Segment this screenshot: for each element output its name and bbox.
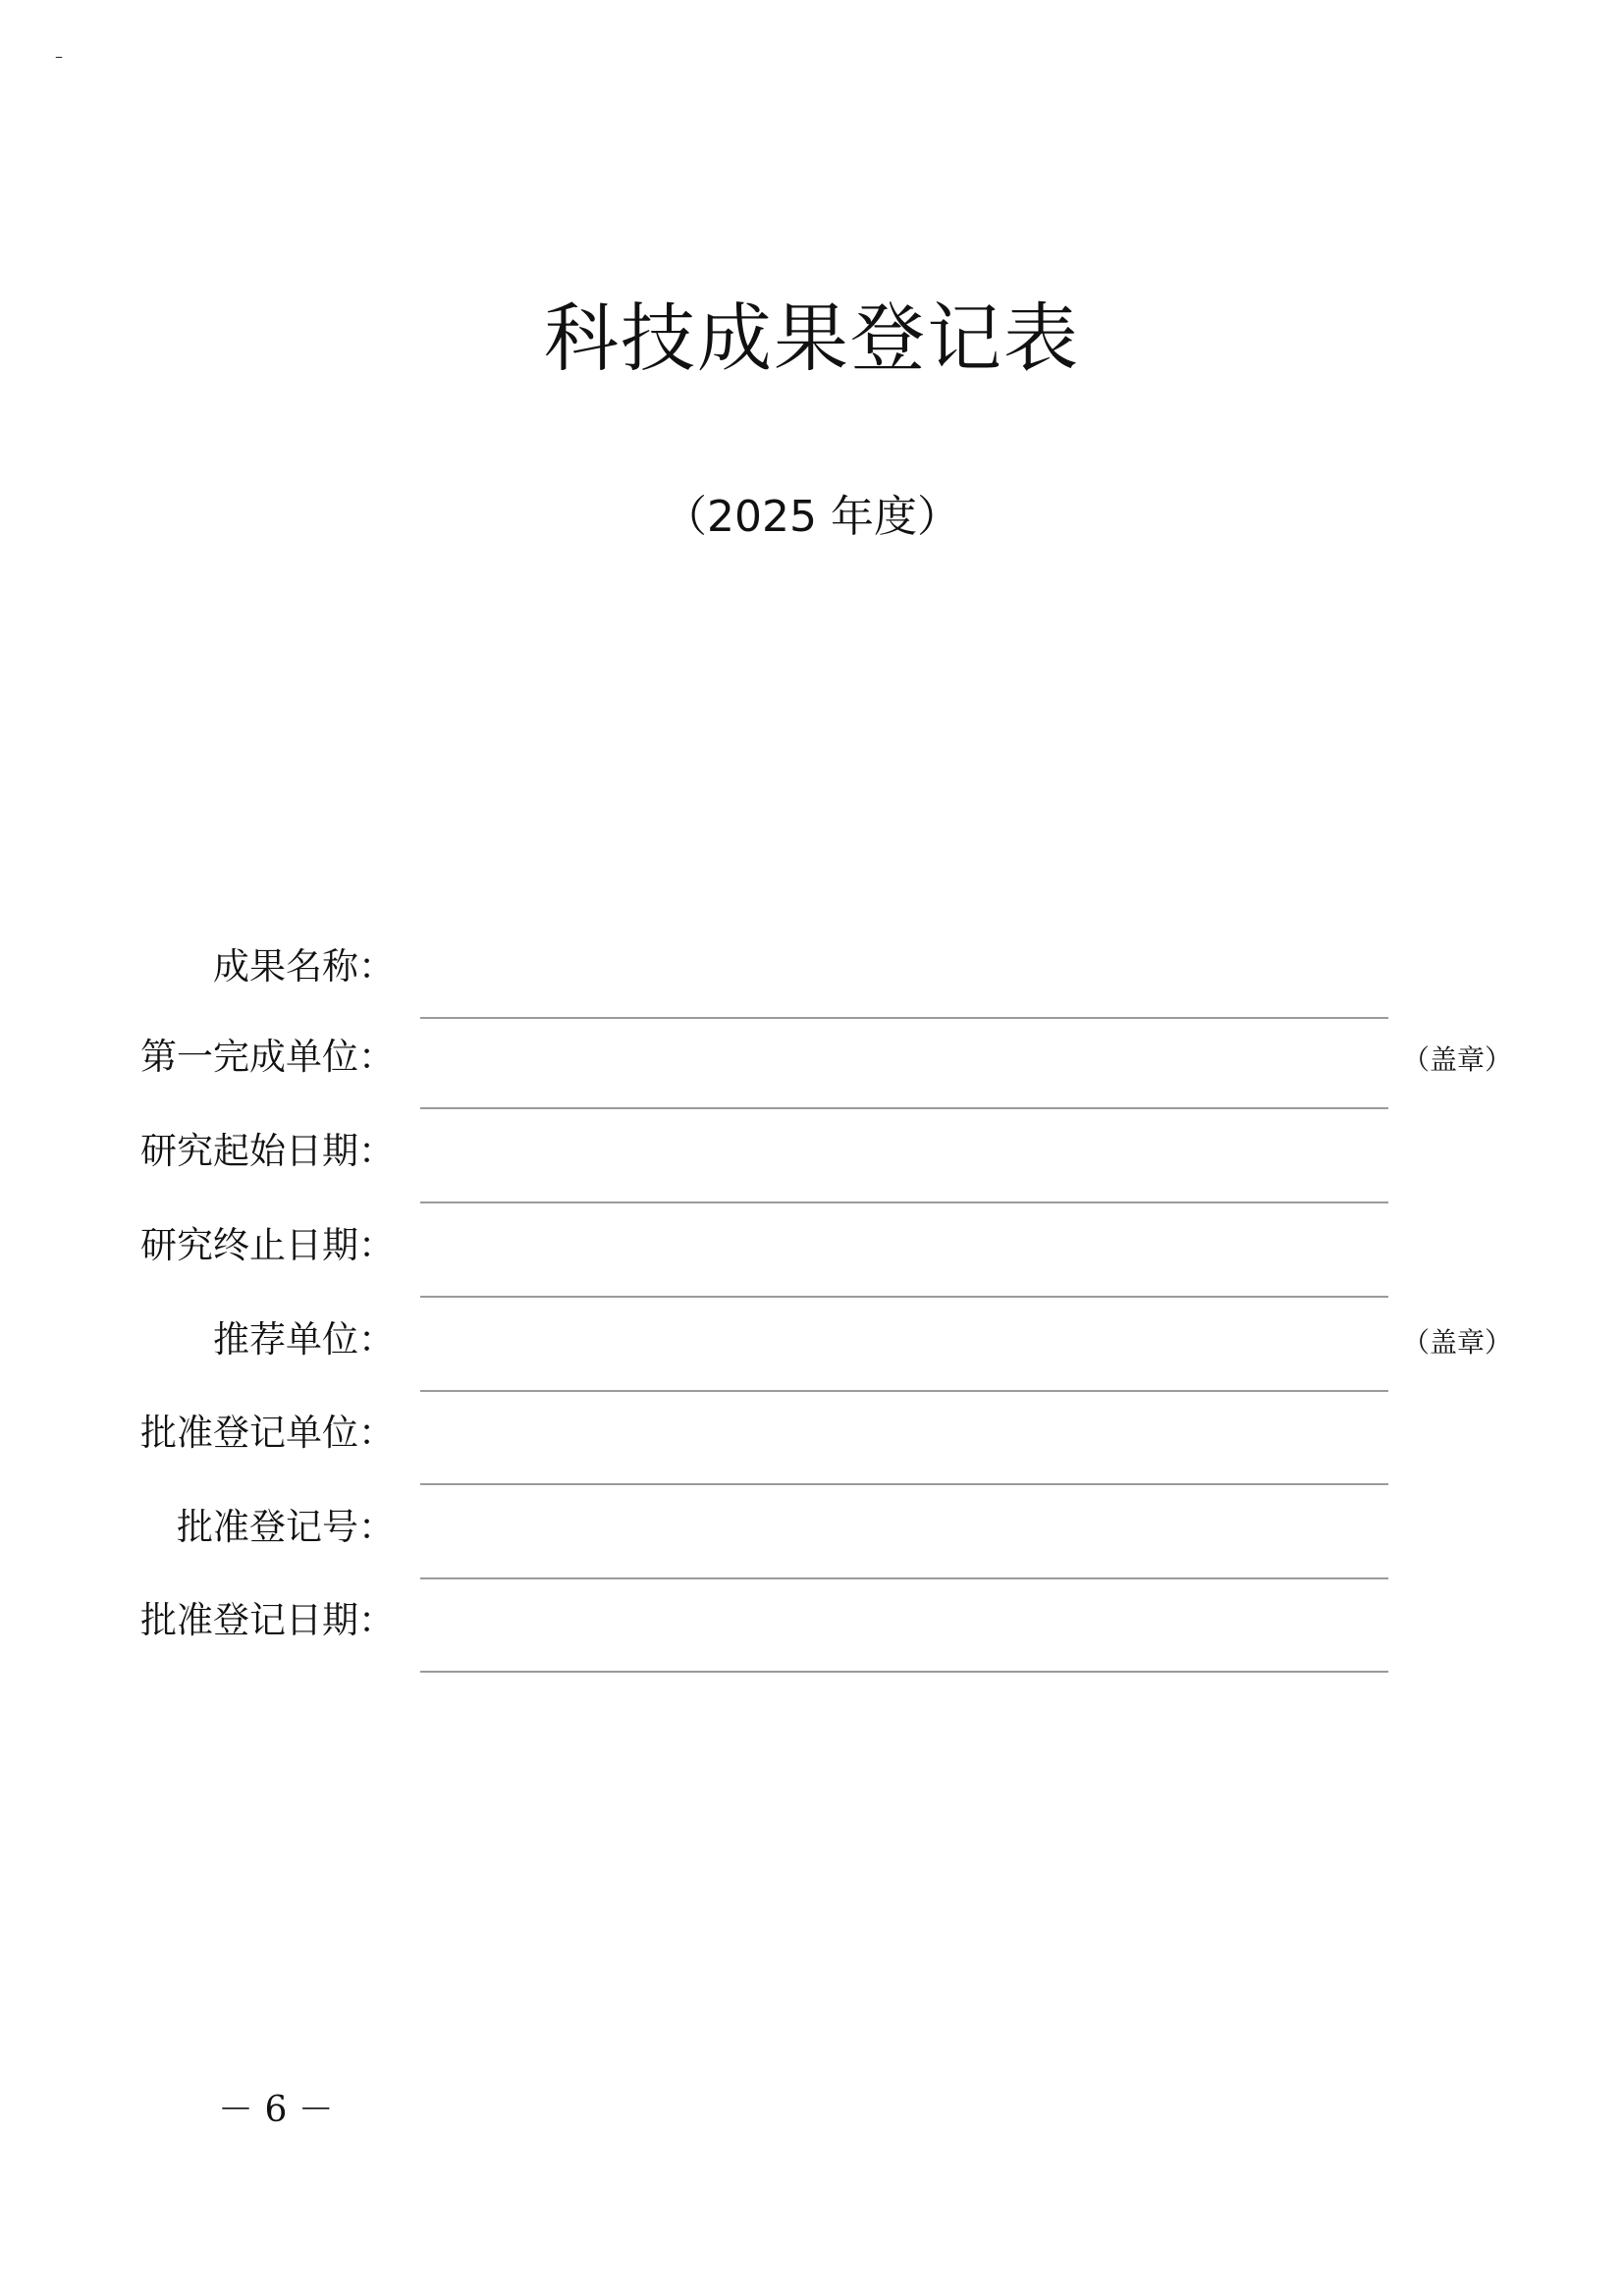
approval-number-field[interactable] <box>422 1503 1384 1552</box>
field-underline <box>420 1577 1388 1579</box>
field-label: 成果名称： <box>213 945 395 988</box>
first-unit-field[interactable] <box>422 1033 1384 1082</box>
field-underline <box>420 1390 1388 1392</box>
field-row-recommending-unit <box>0 1315 1624 1409</box>
end-date-field[interactable] <box>422 1221 1384 1270</box>
achievement-name-field[interactable] <box>422 942 1384 991</box>
start-date-field[interactable] <box>422 1127 1384 1176</box>
page-title: 科技成果登记表 <box>544 294 1080 382</box>
field-row-approval-number <box>0 1503 1624 1596</box>
field-label: 第一完成单位： <box>140 1036 395 1078</box>
field-row-first-unit <box>0 1033 1624 1126</box>
field-underline <box>420 1483 1388 1485</box>
seal-note: （盖章） <box>1402 1326 1513 1359</box>
field-row-end-date <box>0 1221 1624 1314</box>
page-number: － 6 － <box>218 2090 334 2130</box>
approval-unit-field[interactable] <box>422 1409 1384 1458</box>
field-label: 批准登记号： <box>177 1506 395 1548</box>
field-underline <box>420 1107 1388 1109</box>
field-label: 研究起始日期： <box>140 1130 395 1172</box>
field-label: 批准登记日期： <box>140 1599 395 1641</box>
field-row-approval-unit <box>0 1409 1624 1502</box>
field-label: 研究终止日期： <box>140 1224 395 1266</box>
field-row-achievement-name <box>0 942 1624 1036</box>
field-underline <box>420 1671 1388 1673</box>
field-row-start-date <box>0 1127 1624 1220</box>
field-underline <box>420 1296 1388 1298</box>
field-underline <box>420 1201 1388 1203</box>
field-label: 批准登记单位： <box>140 1412 395 1454</box>
seal-note: （盖章） <box>1402 1043 1513 1076</box>
field-label: 推荐单位： <box>213 1318 395 1361</box>
recommending-unit-field[interactable] <box>422 1315 1384 1364</box>
field-underline <box>420 1017 1388 1019</box>
page-subtitle: （2025 年度） <box>664 492 960 542</box>
corner-mark: – <box>55 47 63 66</box>
field-row-approval-date <box>0 1596 1624 1689</box>
approval-date-field[interactable] <box>422 1596 1384 1645</box>
